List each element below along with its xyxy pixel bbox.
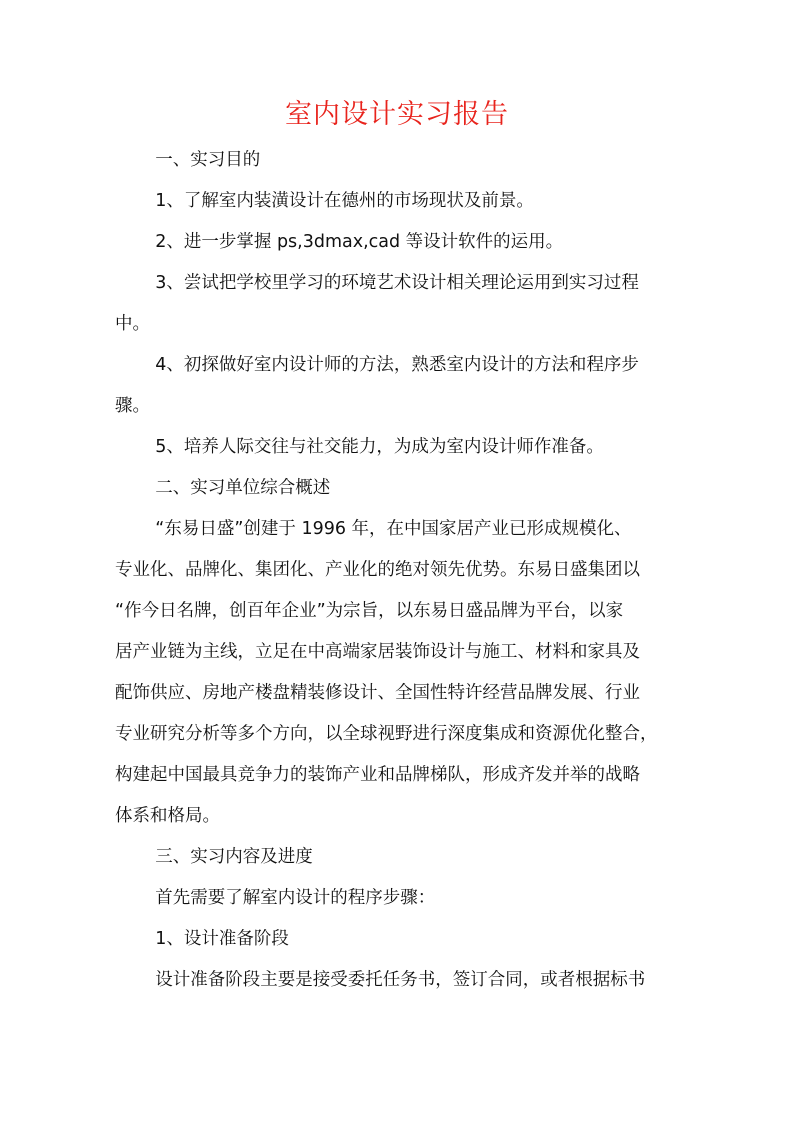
- document-body: [115, 140, 685, 1001]
- section-heading-company: 二、实习单位综合概述: [155, 478, 331, 498]
- company-paragraph-line: 居产业链为主线，立足在中高端家居装饰设计与施工、材料和家具及: [115, 642, 640, 662]
- company-paragraph-line: 构建起中国最具竞争力的装饰产业和品牌梯队，形成齐发并举的战略: [115, 765, 640, 785]
- section-heading-objectives: 一、实习目的: [155, 150, 261, 170]
- company-paragraph-line: “东易日盛”创建于 1996 年，在中国家居产业已形成规模化、: [155, 519, 632, 539]
- objective-item-4-continued: 骤。: [115, 396, 150, 416]
- objective-item-3: 3、尝试把学校里学习的环境艺术设计相关理论运用到实习过程: [155, 273, 639, 293]
- section-heading-content: 三、实习内容及进度: [155, 847, 313, 867]
- company-paragraph-line: 专业化、品牌化、集团化、产业化的绝对领先优势。东易日盛集团以: [115, 560, 640, 580]
- content-step-1: 1、设计准备阶段: [155, 929, 289, 949]
- objective-item-3-continued: 中。: [115, 314, 150, 334]
- objective-item-2: 2、进一步掌握 ps,3dmax,cad 等设计软件的运用。: [155, 232, 564, 252]
- company-paragraph-line: 专业研究分析等多个方向，以全球视野进行深度集成和资源优化整合，: [115, 724, 658, 744]
- company-paragraph-line: 配饰供应、房地产楼盘精装修设计、全国性特许经营品牌发展、行业: [115, 683, 640, 703]
- document-title: 室内设计实习报告: [285, 99, 509, 130]
- content-step-1-description: 设计准备阶段主要是接受委托任务书，签订合同，或者根据标书: [155, 970, 646, 990]
- objective-item-1: 1、了解室内装潢设计在德州的市场现状及前景。: [155, 191, 534, 211]
- company-paragraph-line: “作今日名牌，创百年企业”为宗旨，以东易日盛品牌为平台，以家: [115, 601, 624, 621]
- company-paragraph-line: 体系和格局。: [115, 806, 220, 826]
- objective-item-4: 4、初探做好室内设计师的方法，熟悉室内设计的方法和程序步: [155, 355, 639, 375]
- objective-item-5: 5、培养人际交往与社交能力，为成为室内设计师作准备。: [155, 437, 604, 457]
- content-intro: 首先需要了解室内设计的程序步骤：: [155, 888, 436, 908]
